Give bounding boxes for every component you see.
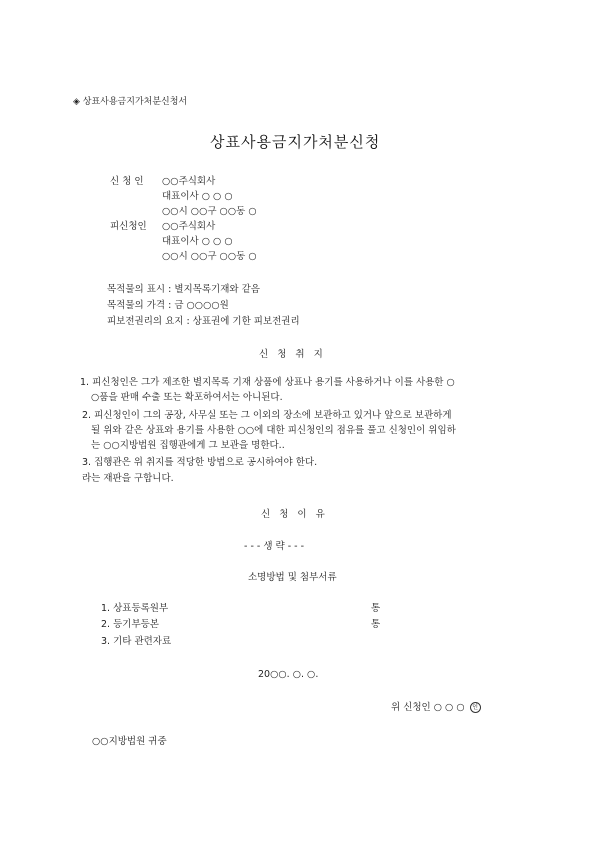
respondent-address: ○○시 ○○구 ○○동 ○ (162, 251, 257, 262)
purpose-item-2-line-2: 될 위와 같은 상표와 용기를 사용한 ○○에 대한 피신청인의 점유를 풀고 신청인이 위임하 (91, 425, 456, 436)
purpose-item-2-line-1: 2. 피신청인이 그의 공장, 사무실 또는 그 이외의 장소에 보관하고 있거나 앞으로 보관하게 (82, 410, 452, 421)
object-price: 목적물의 가격 : 금 ○○○○원 (107, 300, 229, 311)
attachment-item-2-count: 통 (371, 619, 381, 630)
document-title: 상표사용금지가처분신청 (210, 133, 381, 151)
seal-mark: 인 (470, 702, 481, 713)
respondent-company: ○○주식회사 (162, 221, 216, 232)
purpose-item-1-line-2: ○품을 판매 수출 또는 확포하여서는 아니된다. (91, 392, 283, 403)
object-display: 목적물의 표시 : 별지목록기재와 같음 (107, 284, 260, 295)
purpose-heading: 신 청 취 지 (259, 349, 326, 360)
protected-right-summary: 피보전권리의 요지 : 상표권에 기한 피보전권리 (107, 316, 300, 327)
applicant-representative: 대표이사 ○ ○ ○ (162, 191, 233, 202)
attachment-item-3: 3. 기타 관련자료 (101, 636, 172, 647)
purpose-closing: 라는 재판을 구합니다. (82, 473, 174, 484)
respondent-representative: 대표이사 ○ ○ ○ (162, 236, 233, 247)
reason-heading: 신 청 이 유 (261, 509, 328, 520)
signature-line (391, 702, 481, 713)
attachment-item-1-count: 통 (371, 603, 381, 614)
signature-text: 위 신청인 ○ ○ ○ (391, 702, 465, 713)
attachment-item-2: 2. 등기부등본 (101, 619, 159, 630)
attachments-heading: 소명방법 및 첨부서류 (248, 572, 337, 583)
purpose-item-3: 3. 집행관은 위 취지를 적당한 방법으로 공시하여야 한다. (82, 457, 318, 468)
filing-date: 20○○. ○. ○. (258, 669, 319, 680)
attachment-item-1: 1. 상표등록원부 (101, 603, 169, 614)
applicant-company: ○○주식회사 (162, 176, 216, 187)
respondent-label: 피신청인 (110, 221, 147, 232)
court-addressee: ○○지방법원 귀중 (92, 736, 167, 747)
document-type-tag: ◈ 상표사용금지가처분신청서 (73, 97, 188, 107)
purpose-item-1-line-1: 1. 피신청인은 그가 제조한 별지목록 기재 상품에 상표나 용기를 사용하거나 이를 사용한 ○ (80, 377, 455, 388)
purpose-item-2-line-3: 는 ○○지방법원 집행관에게 그 보관을 명한다.. (91, 440, 285, 451)
applicant-address: ○○시 ○○구 ○○동 ○ (162, 206, 257, 217)
applicant-label: 신 청 인 (110, 176, 144, 187)
reason-omitted: - - - 생 략 - - - (244, 541, 305, 552)
